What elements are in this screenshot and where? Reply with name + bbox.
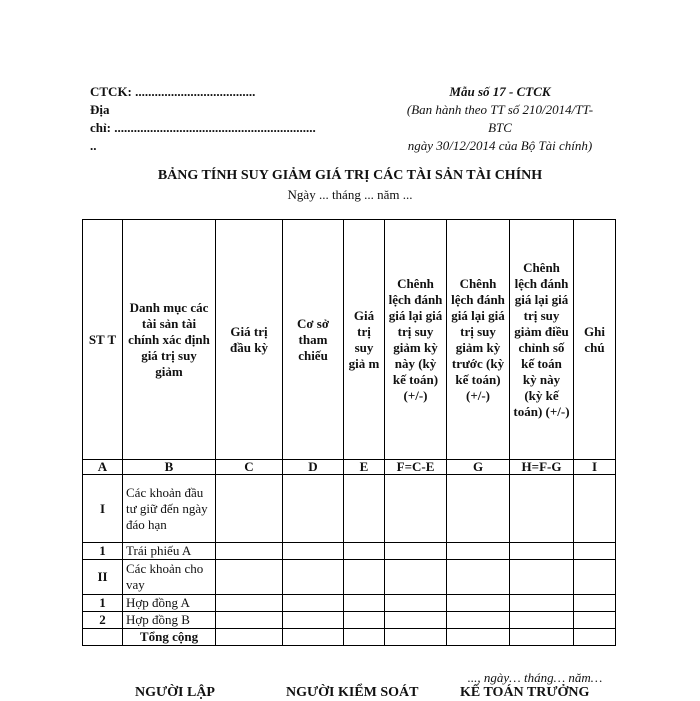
- issued-by-line-1: (Ban hành theo TT số 210/2014/TT-: [406, 102, 594, 117]
- table-row: [83, 612, 616, 629]
- signer-preparer: NGƯỜI LẬP: [135, 685, 215, 700]
- row-stt: II: [83, 560, 123, 595]
- row-stt: I: [83, 475, 123, 543]
- company-info: [90, 83, 380, 155]
- col-code: B: [123, 460, 216, 475]
- col-header-name: Danh mục các tài sản tài chính xác định giá trị suy giảm: [123, 220, 216, 460]
- row-name: Các khoản đầu tư giữ đến ngày đáo hạn: [123, 475, 216, 543]
- col-header-opening-value: Giá trị đầu kỳ: [216, 220, 283, 460]
- col-header-current-diff: Chênh lệch đánh giá lại giá trị suy giảm kỳ này (kỳ kế toán) (+/-): [385, 220, 447, 460]
- issued-by-line-3: ngày 30/12/2014 của Bộ Tài chính): [407, 138, 593, 153]
- address-continuation: ..: [90, 138, 97, 153]
- col-header-adjustment: Chênh lệch đánh giá lại giá trị suy giảm điều chỉnh số kế toán kỳ này (kỳ kế toán) (+/-): [510, 220, 574, 460]
- table-row: [83, 595, 616, 612]
- table-row: [83, 560, 616, 595]
- address-line: chỉ: ..............................................................: [90, 120, 316, 135]
- form-reference: [380, 83, 620, 155]
- signer-chief-accountant: KẾ TOÁN TRƯỞNG: [460, 685, 590, 700]
- form-number: Mẫu số 17 - CTCK: [449, 84, 551, 99]
- table-row: [83, 543, 616, 560]
- impairment-table: [82, 219, 616, 646]
- col-code: F=C-E: [385, 460, 447, 475]
- row-name: Các khoản cho vay: [123, 560, 216, 595]
- col-header-stt: ST T: [83, 220, 123, 460]
- address-label: Địa: [90, 102, 110, 117]
- table-row: [83, 475, 616, 543]
- col-header-notes: Ghi chú: [574, 220, 616, 460]
- row-stt: 1: [83, 595, 123, 612]
- col-code: E: [344, 460, 385, 475]
- row-stt: 1: [83, 543, 123, 560]
- total-label: Tổng cộng: [123, 629, 216, 646]
- signer-controller: NGƯỜI KIỂM SOÁT: [286, 685, 419, 700]
- total-row: [83, 629, 616, 646]
- col-header-reference: Cơ sở tham chiếu: [283, 220, 344, 460]
- col-header-impaired-value: Giá trị suy giả m: [344, 220, 385, 460]
- col-header-previous-diff: Chênh lệch đánh giá lại giá trị suy giảm kỳ trước (kỳ kế toán) (+/-): [447, 220, 510, 460]
- document-title: BẢNG TÍNH SUY GIẢM GIÁ TRỊ CÁC TÀI SẢN TÀI CHÍNH: [157, 168, 543, 183]
- row-name: Hợp đồng B: [123, 612, 216, 629]
- document-date: Ngày ... tháng ... năm ...: [287, 187, 413, 202]
- row-name: Trái phiếu A: [123, 543, 216, 560]
- col-code: C: [216, 460, 283, 475]
- col-code: D: [283, 460, 344, 475]
- col-code: I: [574, 460, 616, 475]
- col-code: H=F-G: [510, 460, 574, 475]
- issued-by-line-2: BTC: [488, 120, 512, 135]
- col-code: G: [447, 460, 510, 475]
- row-stt: 2: [83, 612, 123, 629]
- signature-date: ..., ngày… tháng… năm…: [467, 670, 603, 685]
- table-header-row: [83, 220, 616, 460]
- column-code-row: [83, 460, 616, 475]
- row-name: Hợp đồng A: [123, 595, 216, 612]
- col-code: A: [83, 460, 123, 475]
- ctck-line: CTCK: .....................................: [90, 84, 256, 99]
